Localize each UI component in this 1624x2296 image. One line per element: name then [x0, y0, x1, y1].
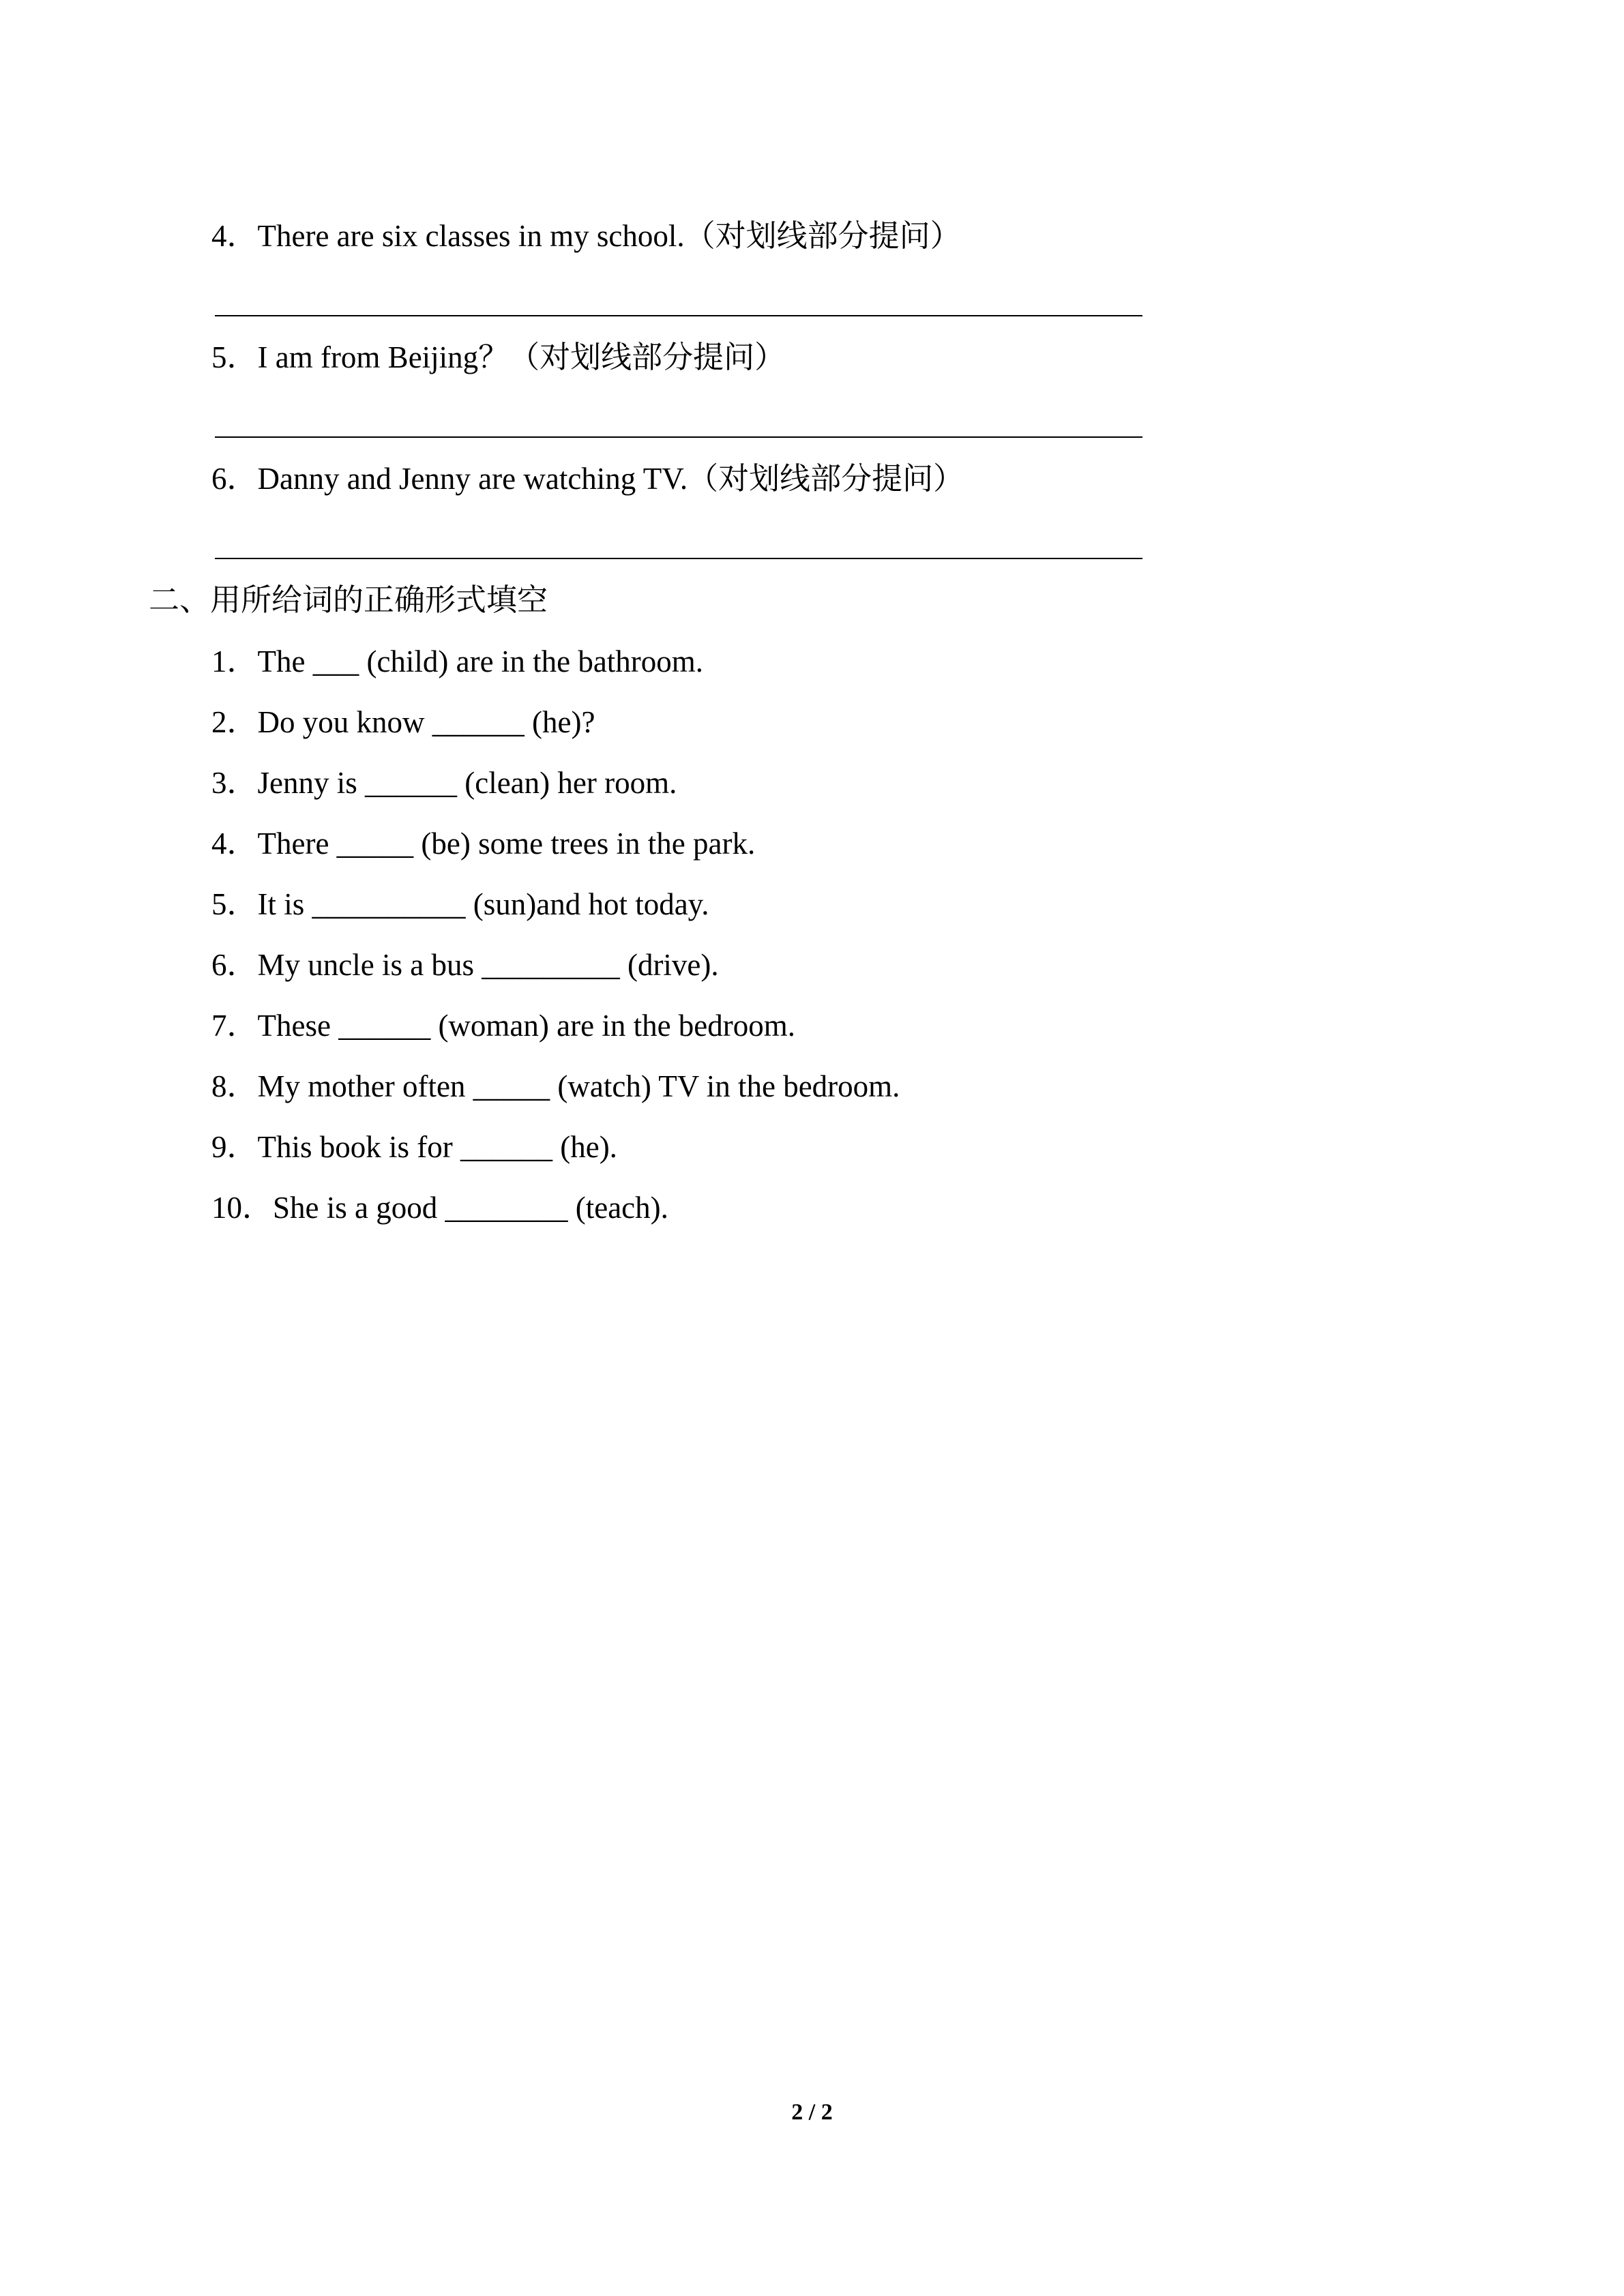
page-number: 2 / 2	[791, 2100, 833, 2125]
fill-item-6: 6．My uncle is a bus _________ (drive).	[211, 948, 719, 982]
fill-item-10: 10．She is a good ________ (teach).	[211, 1191, 668, 1225]
answer-line-4	[215, 315, 1142, 316]
question-5: 5．I am from Beijing？（对划线部分提问）	[211, 340, 786, 374]
fill-item-1: 1．The ___ (child) are in the bathroom.	[211, 644, 704, 679]
fill-item-4: 4．There _____ (be) some trees in the park.	[211, 826, 756, 861]
answer-line-6	[215, 558, 1142, 559]
question-6: 6．Danny and Jenny are watching TV.（对划线部分提问）	[211, 462, 964, 496]
fill-item-7: 7．These ______ (woman) are in the bedroom.	[211, 1009, 796, 1043]
fill-item-9: 9．This book is for ______ (he).	[211, 1130, 617, 1164]
fill-item-3: 3．Jenny is ______ (clean) her room.	[211, 766, 677, 800]
question-4: 4．There are six classes in my school.（对划线部分提问）	[211, 219, 961, 253]
section-heading: 二、用所给词的正确形式填空	[149, 583, 548, 617]
fill-item-5: 5．It is __________ (sun)and hot today.	[211, 887, 709, 921]
fill-item-8: 8．My mother often _____ (watch) TV in the bedroom.	[211, 1069, 900, 1103]
answer-line-5	[215, 436, 1142, 438]
fill-item-2: 2．Do you know ______ (he)?	[211, 705, 595, 739]
